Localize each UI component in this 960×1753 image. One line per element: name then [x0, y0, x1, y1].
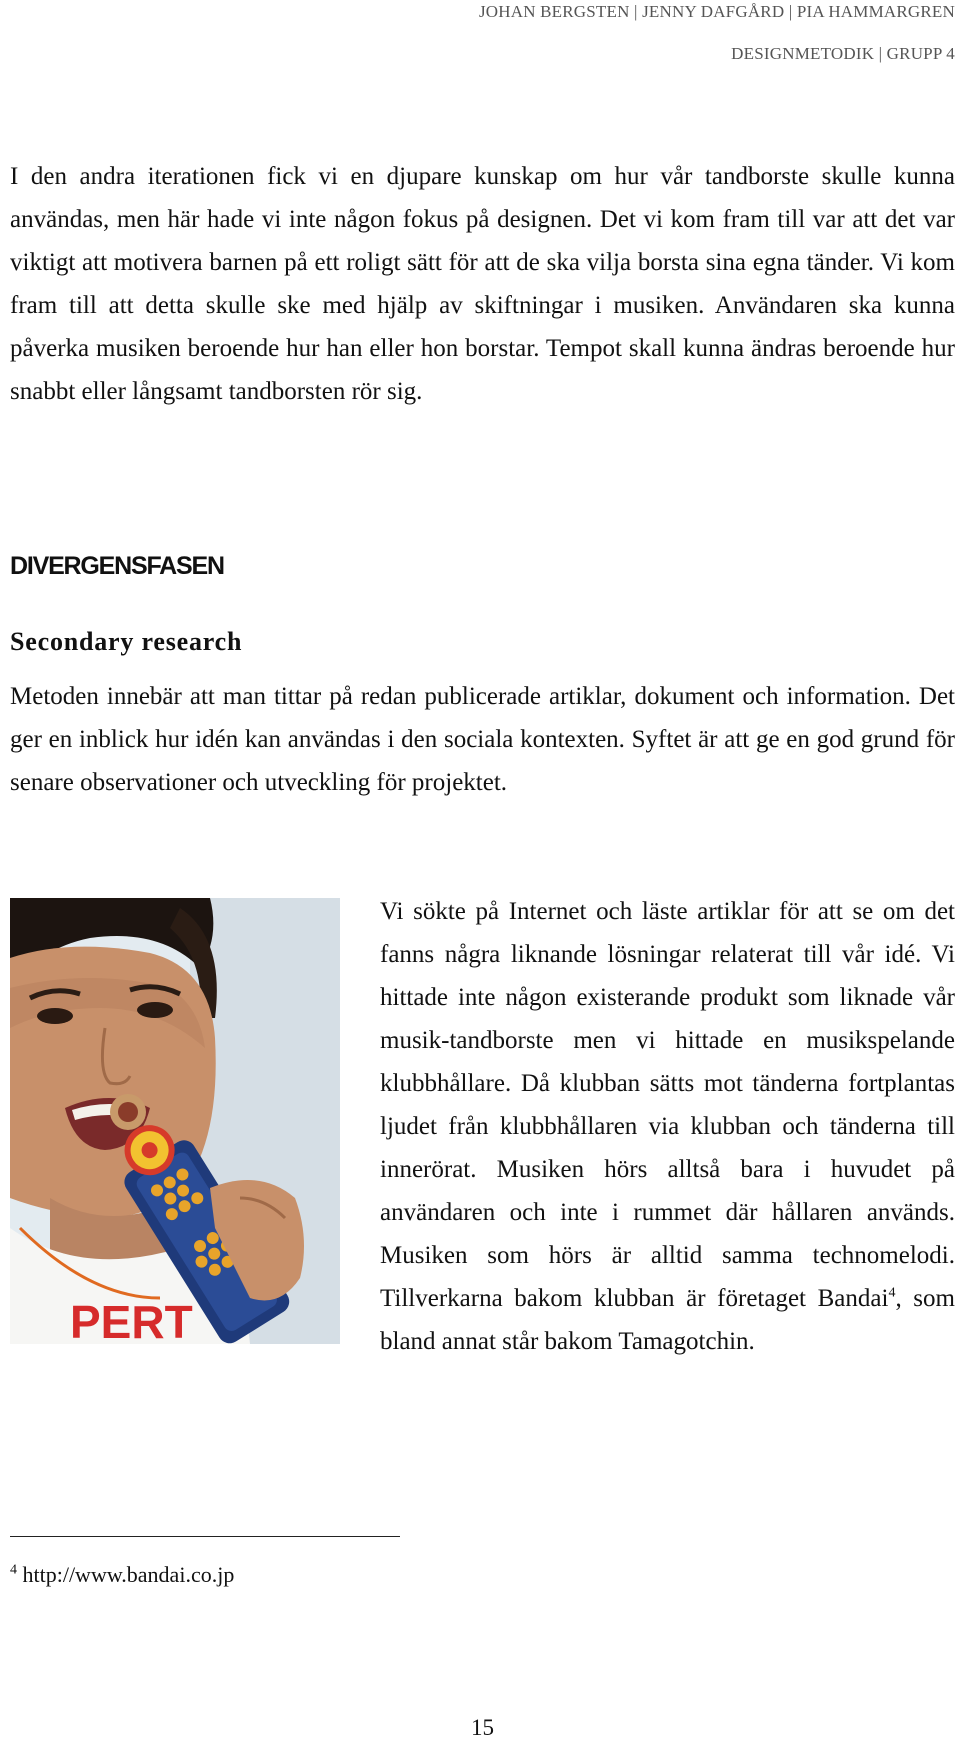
- eye-left: [37, 1008, 73, 1024]
- research-text: Vi sökte på Internet och läste artiklar för att se om det fanns några liknande lösningar relaterat till vår idé. Vi hittade inte någon existerande produkt som liknade vår musik-tandborste men vi hittade en musikspelande klubbhållare. Då klubban sätts mot tänderna fortplantas ljudet från klubbhållaren via klubban och tänderna till innerörat. Musiken hörs alltså bara i huvudet på användaren och inte i rummet där hållaren används. Musiken som hörs är alltid samma technomelodi. Tillverkarna bakom klubban är företaget Bandai: [380, 898, 955, 1312]
- method-paragraph: Metoden innebär att man tittar på redan publicerade artiklar, dokument och information. Det ger en inblick hur idén kan användas i den sociala kontexten. Syftet är att ge en god grund för senare observationer och utveckling för projektet.: [10, 683, 955, 796]
- shirt-print: PERT: [70, 1296, 193, 1344]
- research-section: [10, 890, 955, 1363]
- page-number: 15: [471, 1715, 494, 1740]
- section-heading: DIVERGENSFASEN: [10, 552, 224, 580]
- research-text-end: , som bland annat står bakom Tamagotchin.: [380, 1285, 955, 1355]
- header-course: DESIGNMETODIK | GRUPP 4: [731, 44, 955, 63]
- intro-paragraph: I den andra iterationen fick vi en djupare kunskap om hur vår tandborste skulle kunna användas, men här hade vi inte någon fokus på designen. Det vi kom fram till var att det var viktigt att motivera barnen på ett roligt sätt för att de ska vilja borsta sina egna tänder. Vi kom fram till att detta skulle ske med hjälp av skiftningar i musiken. Användaren ska kunna påverka musiken beroende hur han eller hon borstar. Tempot skall kunna ändras beroende hur snabbt eller långsamt tandborsten rör sig.: [10, 163, 955, 405]
- footnote-reference[interactable]: 4: [888, 1285, 896, 1301]
- document-page: [10, 0, 955, 1753]
- musical-lollipop-photo: [10, 898, 340, 1344]
- footnote-link[interactable]: http://www.bandai.co.jp: [22, 1562, 235, 1587]
- footnote: [10, 1562, 234, 1588]
- footnote-mark: 4: [10, 1562, 17, 1578]
- sub-heading: Secondary research: [10, 627, 243, 656]
- eye-right: [137, 1002, 173, 1018]
- footnote-divider: [10, 1536, 400, 1537]
- header-authors: JOHAN BERGSTEN | JENNY DAFGÅRD | PIA HAMMARGREN: [478, 2, 955, 21]
- lollipop-center: [118, 1102, 138, 1122]
